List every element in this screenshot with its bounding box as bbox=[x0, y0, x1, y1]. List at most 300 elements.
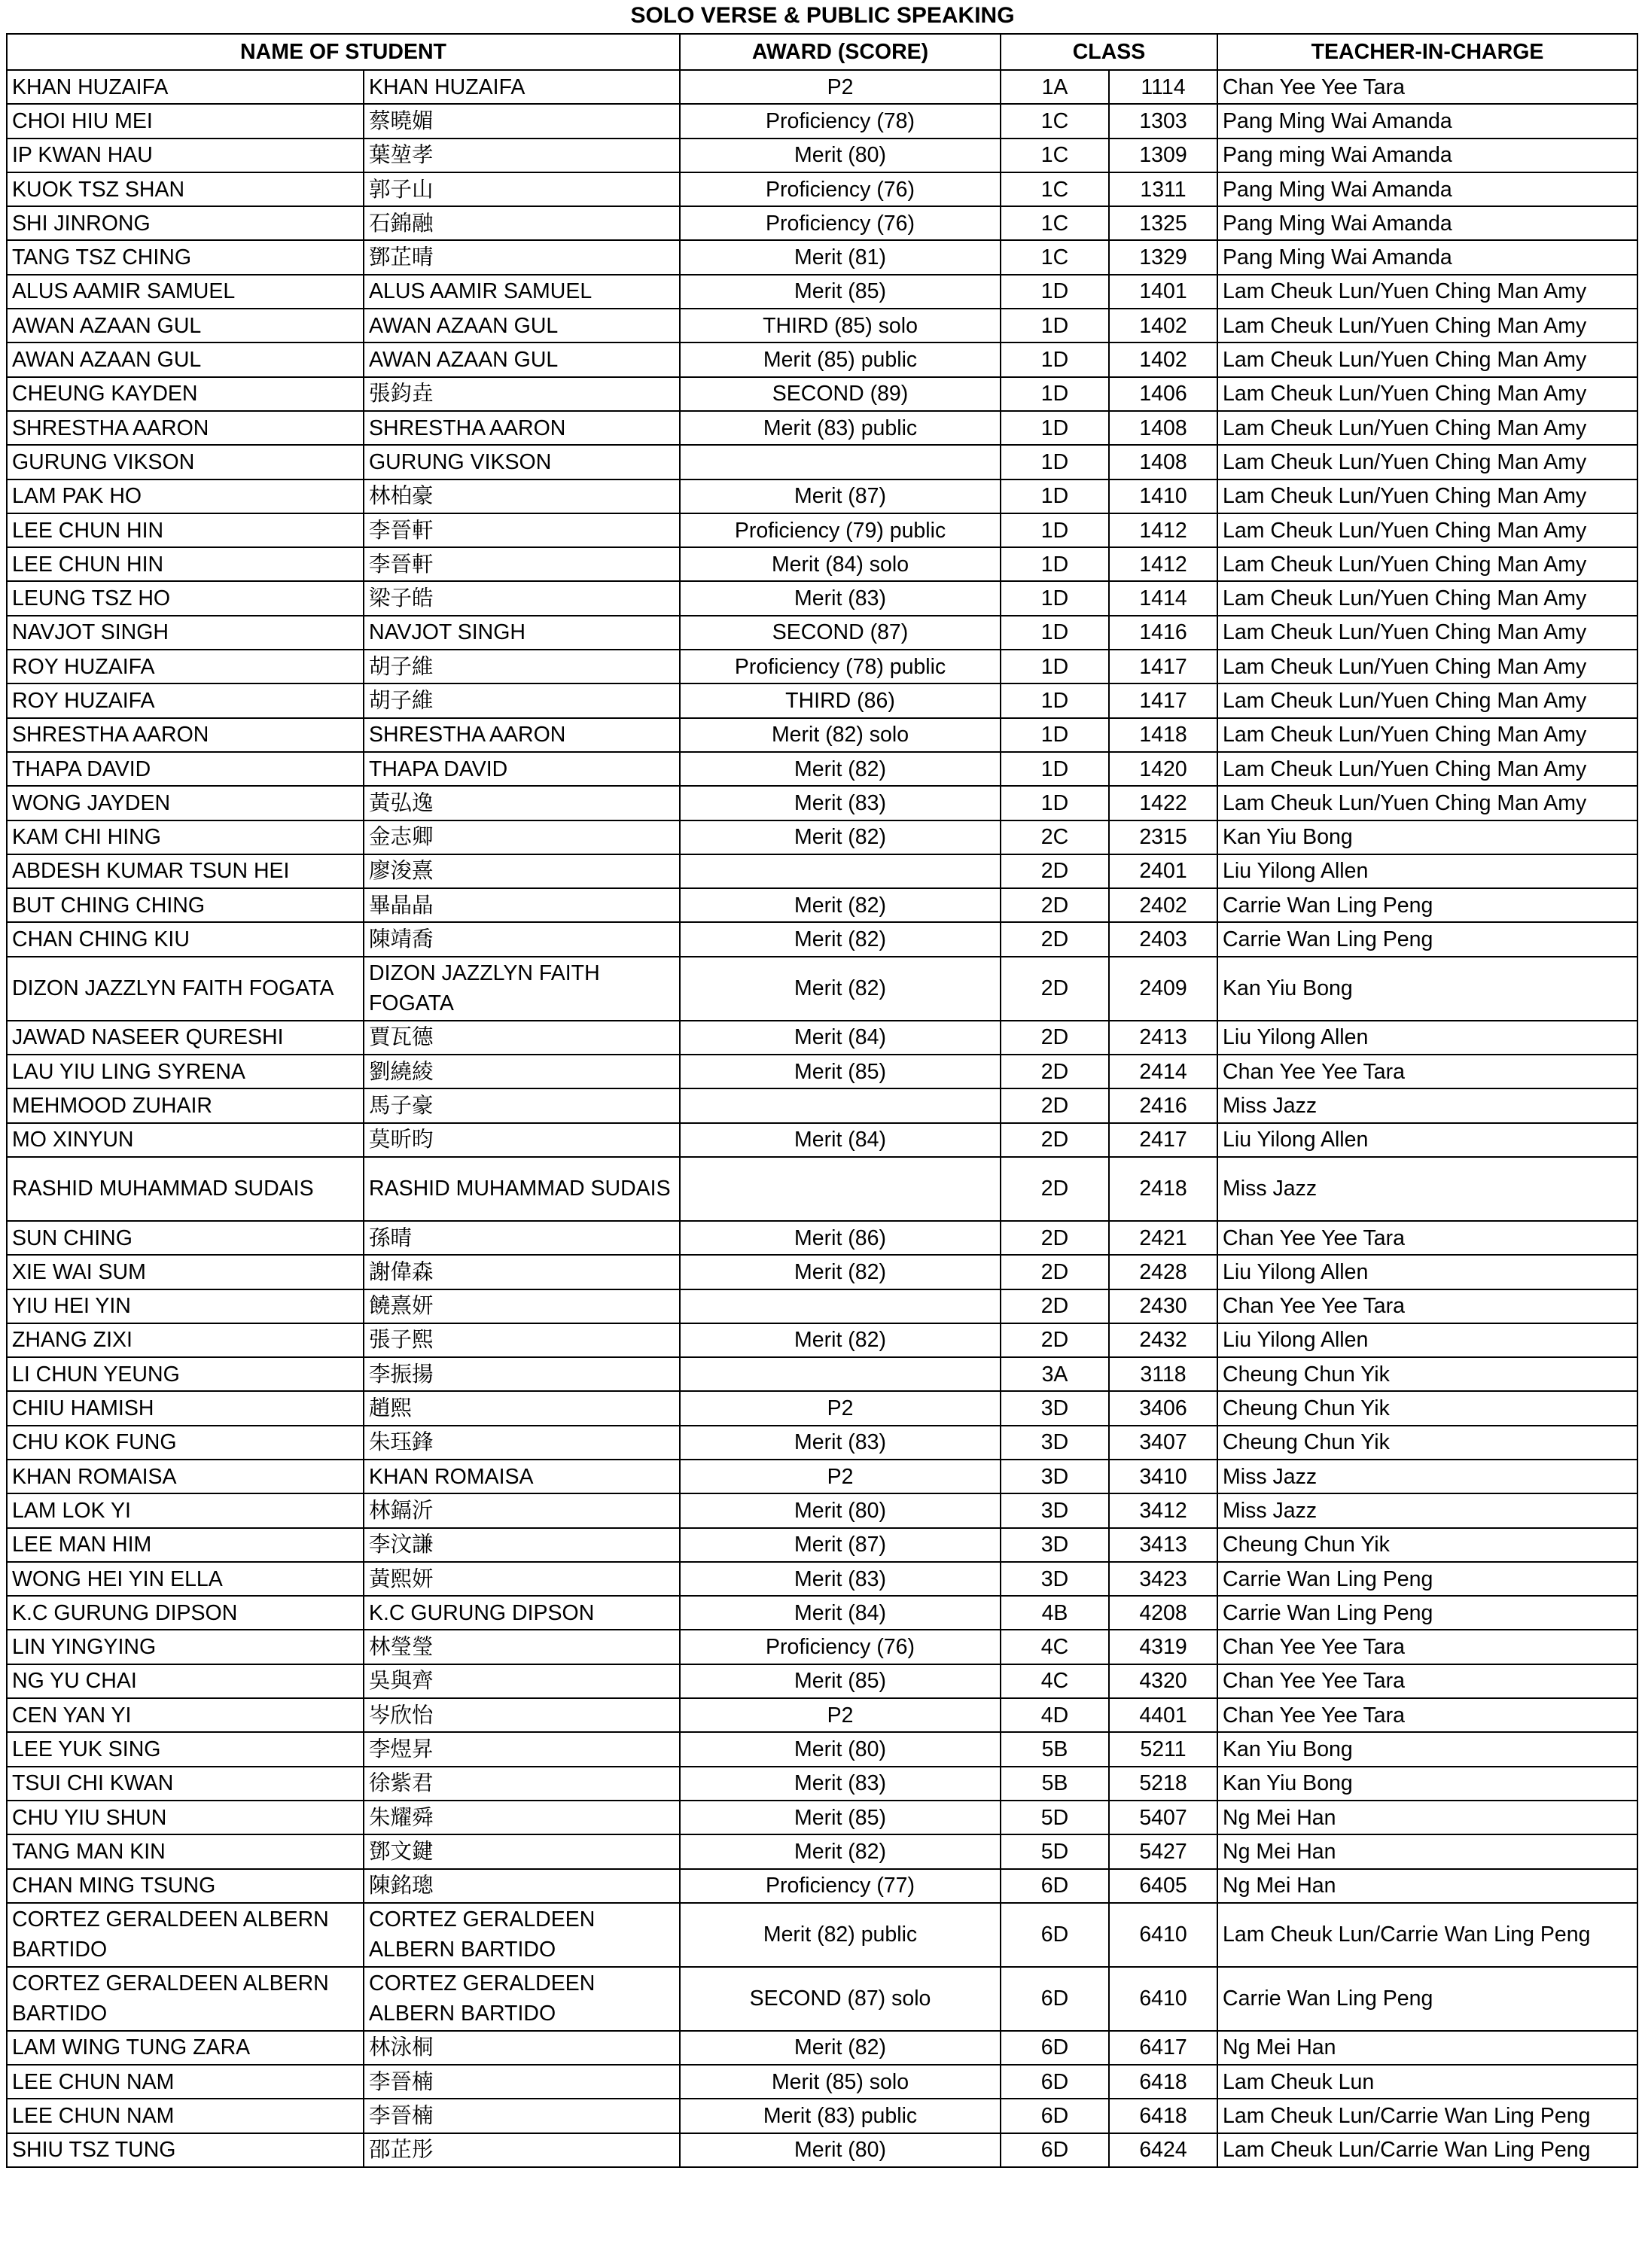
class-code: 2D bbox=[1001, 1021, 1109, 1055]
student-name-native: 李晉楠 bbox=[364, 2065, 680, 2099]
table-row bbox=[7, 2031, 1637, 2065]
student-name-native: 李晉楠 bbox=[364, 2099, 680, 2133]
table-row bbox=[7, 2065, 1637, 2099]
student-name-native: 胡子維 bbox=[364, 650, 680, 683]
header-award: AWARD (SCORE) bbox=[680, 34, 1001, 70]
class-code: 1D bbox=[1001, 683, 1109, 717]
student-name-en: LAM PAK HO bbox=[7, 479, 364, 513]
class-code: 6D bbox=[1001, 1903, 1109, 1967]
student-name-en: CHIU HAMISH bbox=[7, 1391, 364, 1425]
teacher-in-charge: Ng Mei Han bbox=[1217, 1801, 1637, 1834]
award-score: THIRD (86) bbox=[680, 683, 1001, 717]
class-code: 1D bbox=[1001, 377, 1109, 411]
class-number: 2430 bbox=[1109, 1289, 1217, 1323]
award-score: Merit (83) bbox=[680, 1767, 1001, 1801]
class-number: 1408 bbox=[1109, 445, 1217, 479]
class-number: 1410 bbox=[1109, 479, 1217, 513]
class-number: 4319 bbox=[1109, 1630, 1217, 1664]
class-number: 1422 bbox=[1109, 786, 1217, 820]
table-row bbox=[7, 786, 1637, 820]
student-name-en: WONG HEI YIN ELLA bbox=[7, 1562, 364, 1596]
table-body bbox=[7, 70, 1637, 2167]
award-score: Merit (83) bbox=[680, 581, 1001, 615]
award-score: Merit (82) solo bbox=[680, 718, 1001, 752]
teacher-in-charge: Kan Yiu Bong bbox=[1217, 820, 1637, 854]
teacher-in-charge: Chan Yee Yee Tara bbox=[1217, 1221, 1637, 1255]
class-number: 2315 bbox=[1109, 820, 1217, 854]
student-name-en: AWAN AZAAN GUL bbox=[7, 309, 364, 342]
class-number: 5218 bbox=[1109, 1767, 1217, 1801]
student-name-native: 張子熙 bbox=[364, 1323, 680, 1357]
table-row bbox=[7, 820, 1637, 854]
student-name-en: SHRESTHA AARON bbox=[7, 718, 364, 752]
class-number: 3410 bbox=[1109, 1460, 1217, 1493]
table-row bbox=[7, 547, 1637, 581]
student-name-en: NG YU CHAI bbox=[7, 1664, 364, 1698]
teacher-in-charge: Kan Yiu Bong bbox=[1217, 957, 1637, 1021]
award-score: Merit (84) bbox=[680, 1021, 1001, 1055]
student-name-en: LIN YINGYING bbox=[7, 1630, 364, 1664]
class-number: 5427 bbox=[1109, 1834, 1217, 1868]
class-number: 2428 bbox=[1109, 1255, 1217, 1289]
class-code: 2D bbox=[1001, 888, 1109, 922]
award-score: Merit (87) bbox=[680, 1528, 1001, 1562]
class-number: 2414 bbox=[1109, 1055, 1217, 1088]
class-number: 5211 bbox=[1109, 1732, 1217, 1766]
award-score bbox=[680, 1357, 1001, 1391]
student-name-native: 李煜昇 bbox=[364, 1732, 680, 1766]
table-row bbox=[7, 1055, 1637, 1088]
class-number: 1114 bbox=[1109, 70, 1217, 104]
teacher-in-charge: Carrie Wan Ling Peng bbox=[1217, 1562, 1637, 1596]
student-name-native: 林瑩瑩 bbox=[364, 1630, 680, 1664]
class-code: 1C bbox=[1001, 240, 1109, 274]
student-name-native: KHAN HUZAIFA bbox=[364, 70, 680, 104]
table-row bbox=[7, 1732, 1637, 1766]
table-row bbox=[7, 342, 1637, 376]
student-name-en: CHEUNG KAYDEN bbox=[7, 377, 364, 411]
class-number: 1402 bbox=[1109, 342, 1217, 376]
table-row bbox=[7, 2099, 1637, 2133]
class-number: 1311 bbox=[1109, 172, 1217, 206]
class-code: 1D bbox=[1001, 650, 1109, 683]
table-row bbox=[7, 1357, 1637, 1391]
table-row bbox=[7, 172, 1637, 206]
class-code: 1D bbox=[1001, 342, 1109, 376]
student-name-en: KAM CHI HING bbox=[7, 820, 364, 854]
table-row bbox=[7, 1562, 1637, 1596]
class-number: 3423 bbox=[1109, 1562, 1217, 1596]
class-code: 1D bbox=[1001, 581, 1109, 615]
award-score: Merit (86) bbox=[680, 1221, 1001, 1255]
class-number: 2402 bbox=[1109, 888, 1217, 922]
award-score: Merit (82) bbox=[680, 2031, 1001, 2065]
teacher-in-charge: Liu Yilong Allen bbox=[1217, 1021, 1637, 1055]
student-name-en: ALUS AAMIR SAMUEL bbox=[7, 275, 364, 309]
class-code: 3D bbox=[1001, 1391, 1109, 1425]
class-code: 1D bbox=[1001, 275, 1109, 309]
teacher-in-charge: Kan Yiu Bong bbox=[1217, 1767, 1637, 1801]
student-name-en: SHI JINRONG bbox=[7, 206, 364, 240]
teacher-in-charge: Lam Cheuk Lun/Yuen Ching Man Amy bbox=[1217, 547, 1637, 581]
student-name-en: LEE CHUN HIN bbox=[7, 513, 364, 547]
student-name-native: KHAN ROMAISA bbox=[364, 1460, 680, 1493]
table-row bbox=[7, 616, 1637, 650]
student-name-native: 邵芷彤 bbox=[364, 2133, 680, 2167]
teacher-in-charge: Lam Cheuk Lun/Yuen Ching Man Amy bbox=[1217, 342, 1637, 376]
teacher-in-charge: Lam Cheuk Lun/Yuen Ching Man Amy bbox=[1217, 650, 1637, 683]
student-name-en: LAM WING TUNG ZARA bbox=[7, 2031, 364, 2065]
teacher-in-charge: Cheung Chun Yik bbox=[1217, 1357, 1637, 1391]
student-name-en: CHU KOK FUNG bbox=[7, 1426, 364, 1460]
student-name-en: CHAN MING TSUNG bbox=[7, 1869, 364, 1903]
award-score: P2 bbox=[680, 1391, 1001, 1425]
class-code: 2D bbox=[1001, 1123, 1109, 1157]
table-row bbox=[7, 513, 1637, 547]
award-score: Merit (82) bbox=[680, 957, 1001, 1021]
student-name-en: ABDESH KUMAR TSUN HEI bbox=[7, 854, 364, 888]
student-name-native: 林鎘沂 bbox=[364, 1493, 680, 1527]
award-score: Merit (82) bbox=[680, 820, 1001, 854]
student-name-en: KHAN HUZAIFA bbox=[7, 70, 364, 104]
teacher-in-charge: Cheung Chun Yik bbox=[1217, 1391, 1637, 1425]
student-name-en: DIZON JAZZLYN FAITH FOGATA bbox=[7, 957, 364, 1021]
teacher-in-charge: Ng Mei Han bbox=[1217, 2031, 1637, 2065]
class-number: 1406 bbox=[1109, 377, 1217, 411]
student-name-en: ROY HUZAIFA bbox=[7, 683, 364, 717]
class-code: 5D bbox=[1001, 1834, 1109, 1868]
class-code: 1D bbox=[1001, 411, 1109, 445]
class-number: 3118 bbox=[1109, 1357, 1217, 1391]
class-code: 6D bbox=[1001, 2031, 1109, 2065]
class-code: 2D bbox=[1001, 854, 1109, 888]
student-name-en: THAPA DAVID bbox=[7, 752, 364, 786]
class-code: 3D bbox=[1001, 1460, 1109, 1493]
class-code: 4D bbox=[1001, 1698, 1109, 1732]
award-score: Proficiency (76) bbox=[680, 172, 1001, 206]
table-row bbox=[7, 2133, 1637, 2167]
award-score: Merit (85) solo bbox=[680, 2065, 1001, 2099]
award-score bbox=[680, 854, 1001, 888]
teacher-in-charge: Lam Cheuk Lun bbox=[1217, 2065, 1637, 2099]
table-row bbox=[7, 1426, 1637, 1460]
teacher-in-charge: Carrie Wan Ling Peng bbox=[1217, 922, 1637, 956]
teacher-in-charge: Chan Yee Yee Tara bbox=[1217, 1630, 1637, 1664]
student-name-native: 張鈞垚 bbox=[364, 377, 680, 411]
student-name-en: SUN CHING bbox=[7, 1221, 364, 1255]
table-row bbox=[7, 206, 1637, 240]
table-row bbox=[7, 650, 1637, 683]
class-number: 1303 bbox=[1109, 104, 1217, 138]
student-name-native: 鄧芷晴 bbox=[364, 240, 680, 274]
class-code: 5B bbox=[1001, 1732, 1109, 1766]
table-row bbox=[7, 1801, 1637, 1834]
table-row bbox=[7, 377, 1637, 411]
student-name-native: 賈瓦德 bbox=[364, 1021, 680, 1055]
table-row bbox=[7, 1157, 1637, 1221]
class-code: 3D bbox=[1001, 1493, 1109, 1527]
teacher-in-charge: Liu Yilong Allen bbox=[1217, 854, 1637, 888]
student-name-en: JAWAD NASEER QURESHI bbox=[7, 1021, 364, 1055]
teacher-in-charge: Lam Cheuk Lun/Yuen Ching Man Amy bbox=[1217, 445, 1637, 479]
teacher-in-charge: Kan Yiu Bong bbox=[1217, 1732, 1637, 1766]
student-name-native: THAPA DAVID bbox=[364, 752, 680, 786]
class-number: 1417 bbox=[1109, 650, 1217, 683]
class-number: 2409 bbox=[1109, 957, 1217, 1021]
class-number: 1329 bbox=[1109, 240, 1217, 274]
table-row bbox=[7, 240, 1637, 274]
student-name-native: 孫晴 bbox=[364, 1221, 680, 1255]
table-row bbox=[7, 1289, 1637, 1323]
student-name-native: DIZON JAZZLYN FAITH FOGATA bbox=[364, 957, 680, 1021]
class-number: 6418 bbox=[1109, 2099, 1217, 2133]
student-name-native: 黃熙妍 bbox=[364, 1562, 680, 1596]
teacher-in-charge: Pang Ming Wai Amanda bbox=[1217, 104, 1637, 138]
class-number: 6424 bbox=[1109, 2133, 1217, 2167]
class-number: 2413 bbox=[1109, 1021, 1217, 1055]
class-code: 5B bbox=[1001, 1767, 1109, 1801]
table-row bbox=[7, 1221, 1637, 1255]
table-row bbox=[7, 957, 1637, 1021]
teacher-in-charge: Lam Cheuk Lun/Yuen Ching Man Amy bbox=[1217, 683, 1637, 717]
class-number: 2418 bbox=[1109, 1157, 1217, 1221]
class-code: 1D bbox=[1001, 718, 1109, 752]
table-row bbox=[7, 683, 1637, 717]
class-number: 2416 bbox=[1109, 1088, 1217, 1122]
student-name-native: 吳與齊 bbox=[364, 1664, 680, 1698]
table-row bbox=[7, 309, 1637, 342]
award-score: P2 bbox=[680, 1698, 1001, 1732]
class-code: 6D bbox=[1001, 2065, 1109, 2099]
table-row bbox=[7, 1460, 1637, 1493]
award-score: Proficiency (76) bbox=[680, 206, 1001, 240]
table-row bbox=[7, 70, 1637, 104]
award-score: THIRD (85) solo bbox=[680, 309, 1001, 342]
award-score: Merit (84) bbox=[680, 1596, 1001, 1630]
award-score bbox=[680, 1289, 1001, 1323]
table-row bbox=[7, 1967, 1637, 2031]
class-number: 4208 bbox=[1109, 1596, 1217, 1630]
class-code: 1D bbox=[1001, 752, 1109, 786]
class-number: 1418 bbox=[1109, 718, 1217, 752]
student-name-en: CHAN CHING KIU bbox=[7, 922, 364, 956]
teacher-in-charge: Lam Cheuk Lun/Yuen Ching Man Amy bbox=[1217, 309, 1637, 342]
student-name-en: LAM LOK YI bbox=[7, 1493, 364, 1527]
teacher-in-charge: Liu Yilong Allen bbox=[1217, 1323, 1637, 1357]
student-name-native: 李晉軒 bbox=[364, 547, 680, 581]
teacher-in-charge: Lam Cheuk Lun/Yuen Ching Man Amy bbox=[1217, 411, 1637, 445]
teacher-in-charge: Lam Cheuk Lun/Carrie Wan Ling Peng bbox=[1217, 2133, 1637, 2167]
class-code: 4B bbox=[1001, 1596, 1109, 1630]
student-name-en: IP KWAN HAU bbox=[7, 139, 364, 172]
class-code: 1D bbox=[1001, 547, 1109, 581]
student-name-en: LEE CHUN NAM bbox=[7, 2065, 364, 2099]
award-score: Merit (85) bbox=[680, 1664, 1001, 1698]
class-number: 1325 bbox=[1109, 206, 1217, 240]
table-row bbox=[7, 1493, 1637, 1527]
class-code: 2D bbox=[1001, 1255, 1109, 1289]
student-name-en: MO XINYUN bbox=[7, 1123, 364, 1157]
award-score bbox=[680, 1157, 1001, 1221]
class-code: 1D bbox=[1001, 479, 1109, 513]
student-name-native: 饒熹妍 bbox=[364, 1289, 680, 1323]
student-name-native: AWAN AZAAN GUL bbox=[364, 309, 680, 342]
class-code: 4C bbox=[1001, 1664, 1109, 1698]
class-code: 2D bbox=[1001, 1055, 1109, 1088]
class-code: 1D bbox=[1001, 309, 1109, 342]
student-name-en: KHAN ROMAISA bbox=[7, 1460, 364, 1493]
student-name-en: GURUNG VIKSON bbox=[7, 445, 364, 479]
class-number: 2421 bbox=[1109, 1221, 1217, 1255]
class-code: 1C bbox=[1001, 172, 1109, 206]
student-name-native: 徐紫君 bbox=[364, 1767, 680, 1801]
student-name-en: YIU HEI YIN bbox=[7, 1289, 364, 1323]
header-teacher: TEACHER-IN-CHARGE bbox=[1217, 34, 1637, 70]
student-name-native: 朱耀舜 bbox=[364, 1801, 680, 1834]
table-row bbox=[7, 1664, 1637, 1698]
teacher-in-charge: Lam Cheuk Lun/Carrie Wan Ling Peng bbox=[1217, 1903, 1637, 1967]
student-name-en: RASHID MUHAMMAD SUDAIS bbox=[7, 1157, 364, 1221]
student-name-native: RASHID MUHAMMAD SUDAIS bbox=[364, 1157, 680, 1221]
student-name-en: KUOK TSZ SHAN bbox=[7, 172, 364, 206]
teacher-in-charge: Lam Cheuk Lun/Yuen Ching Man Amy bbox=[1217, 479, 1637, 513]
award-score: Merit (82) bbox=[680, 1255, 1001, 1289]
student-name-native: 金志卿 bbox=[364, 820, 680, 854]
student-name-en: BUT CHING CHING bbox=[7, 888, 364, 922]
class-number: 6405 bbox=[1109, 1869, 1217, 1903]
table-row bbox=[7, 1088, 1637, 1122]
award-score: Merit (83) bbox=[680, 1562, 1001, 1596]
award-score: Merit (81) bbox=[680, 240, 1001, 274]
student-name-native: AWAN AZAAN GUL bbox=[364, 342, 680, 376]
student-name-native: ALUS AAMIR SAMUEL bbox=[364, 275, 680, 309]
teacher-in-charge: Lam Cheuk Lun/Yuen Ching Man Amy bbox=[1217, 581, 1637, 615]
table-row bbox=[7, 888, 1637, 922]
teacher-in-charge: Carrie Wan Ling Peng bbox=[1217, 1596, 1637, 1630]
student-name-en: SHRESTHA AARON bbox=[7, 411, 364, 445]
class-number: 1309 bbox=[1109, 139, 1217, 172]
class-number: 2401 bbox=[1109, 854, 1217, 888]
teacher-in-charge: Ng Mei Han bbox=[1217, 1834, 1637, 1868]
class-code: 2D bbox=[1001, 1289, 1109, 1323]
class-number: 3407 bbox=[1109, 1426, 1217, 1460]
student-name-native: 陳銘璁 bbox=[364, 1869, 680, 1903]
class-number: 6418 bbox=[1109, 2065, 1217, 2099]
teacher-in-charge: Liu Yilong Allen bbox=[1217, 1255, 1637, 1289]
teacher-in-charge: Lam Cheuk Lun/Yuen Ching Man Amy bbox=[1217, 513, 1637, 547]
student-name-en: CHU YIU SHUN bbox=[7, 1801, 364, 1834]
award-score bbox=[680, 1088, 1001, 1122]
teacher-in-charge: Pang Ming Wai Amanda bbox=[1217, 240, 1637, 274]
class-number: 3406 bbox=[1109, 1391, 1217, 1425]
header-class: CLASS bbox=[1001, 34, 1217, 70]
class-number: 1401 bbox=[1109, 275, 1217, 309]
table-row bbox=[7, 1767, 1637, 1801]
teacher-in-charge: Lam Cheuk Lun/Carrie Wan Ling Peng bbox=[1217, 2099, 1637, 2133]
class-code: 1C bbox=[1001, 104, 1109, 138]
class-number: 1416 bbox=[1109, 616, 1217, 650]
award-score: Merit (82) bbox=[680, 1323, 1001, 1357]
student-name-native: CORTEZ GERALDEEN ALBERN BARTIDO bbox=[364, 1967, 680, 2031]
teacher-in-charge: Chan Yee Yee Tara bbox=[1217, 70, 1637, 104]
student-name-native: 趙熙 bbox=[364, 1391, 680, 1425]
header-name: NAME OF STUDENT bbox=[7, 34, 680, 70]
class-code: 2C bbox=[1001, 820, 1109, 854]
teacher-in-charge: Cheung Chun Yik bbox=[1217, 1426, 1637, 1460]
class-code: 6D bbox=[1001, 1967, 1109, 2031]
award-score: SECOND (87) solo bbox=[680, 1967, 1001, 2031]
teacher-in-charge: Chan Yee Yee Tara bbox=[1217, 1664, 1637, 1698]
class-number: 1412 bbox=[1109, 547, 1217, 581]
class-number: 6410 bbox=[1109, 1967, 1217, 2031]
award-score: Merit (83) public bbox=[680, 2099, 1001, 2133]
student-name-native: 石錦融 bbox=[364, 206, 680, 240]
award-score: Merit (80) bbox=[680, 1493, 1001, 1527]
award-score: Merit (80) bbox=[680, 1732, 1001, 1766]
teacher-in-charge: Lam Cheuk Lun/Yuen Ching Man Amy bbox=[1217, 718, 1637, 752]
class-code: 1D bbox=[1001, 786, 1109, 820]
award-score: Merit (83) bbox=[680, 1426, 1001, 1460]
class-code: 1C bbox=[1001, 139, 1109, 172]
student-name-en: ZHANG ZIXI bbox=[7, 1323, 364, 1357]
class-number: 1402 bbox=[1109, 309, 1217, 342]
class-number: 6410 bbox=[1109, 1903, 1217, 1967]
teacher-in-charge: Cheung Chun Yik bbox=[1217, 1528, 1637, 1562]
table-row bbox=[7, 1528, 1637, 1562]
student-name-en: LAU YIU LING SYRENA bbox=[7, 1055, 364, 1088]
teacher-in-charge: Pang Ming Wai Amanda bbox=[1217, 172, 1637, 206]
student-name-en: TANG TSZ CHING bbox=[7, 240, 364, 274]
teacher-in-charge: Miss Jazz bbox=[1217, 1493, 1637, 1527]
award-score: Merit (82) bbox=[680, 922, 1001, 956]
class-number: 1412 bbox=[1109, 513, 1217, 547]
teacher-in-charge: Chan Yee Yee Tara bbox=[1217, 1698, 1637, 1732]
table-row bbox=[7, 1698, 1637, 1732]
student-name-en: XIE WAI SUM bbox=[7, 1255, 364, 1289]
student-name-en: NAVJOT SINGH bbox=[7, 616, 364, 650]
award-score: Merit (80) bbox=[680, 139, 1001, 172]
student-name-native: 朱珏鋒 bbox=[364, 1426, 680, 1460]
table-row bbox=[7, 1021, 1637, 1055]
student-name-native: 李汶謙 bbox=[364, 1528, 680, 1562]
student-name-native: 胡子維 bbox=[364, 683, 680, 717]
award-score: Merit (85) public bbox=[680, 342, 1001, 376]
class-code: 2D bbox=[1001, 957, 1109, 1021]
student-name-native: K.C GURUNG DIPSON bbox=[364, 1596, 680, 1630]
class-code: 3D bbox=[1001, 1562, 1109, 1596]
table-row bbox=[7, 479, 1637, 513]
teacher-in-charge: Miss Jazz bbox=[1217, 1460, 1637, 1493]
class-code: 3D bbox=[1001, 1426, 1109, 1460]
class-number: 1408 bbox=[1109, 411, 1217, 445]
student-name-native: 莫昕昀 bbox=[364, 1123, 680, 1157]
class-number: 6417 bbox=[1109, 2031, 1217, 2065]
award-score bbox=[680, 445, 1001, 479]
class-number: 3412 bbox=[1109, 1493, 1217, 1527]
class-number: 2432 bbox=[1109, 1323, 1217, 1357]
student-name-en: TSUI CHI KWAN bbox=[7, 1767, 364, 1801]
award-score: Proficiency (76) bbox=[680, 1630, 1001, 1664]
award-score: SECOND (87) bbox=[680, 616, 1001, 650]
table-row bbox=[7, 718, 1637, 752]
award-score: P2 bbox=[680, 70, 1001, 104]
student-name-native: 劉繞綾 bbox=[364, 1055, 680, 1088]
table-row bbox=[7, 275, 1637, 309]
teacher-in-charge: Chan Yee Yee Tara bbox=[1217, 1289, 1637, 1323]
teacher-in-charge: Ng Mei Han bbox=[1217, 1869, 1637, 1903]
class-code: 1D bbox=[1001, 616, 1109, 650]
student-name-native: 陳靖喬 bbox=[364, 922, 680, 956]
